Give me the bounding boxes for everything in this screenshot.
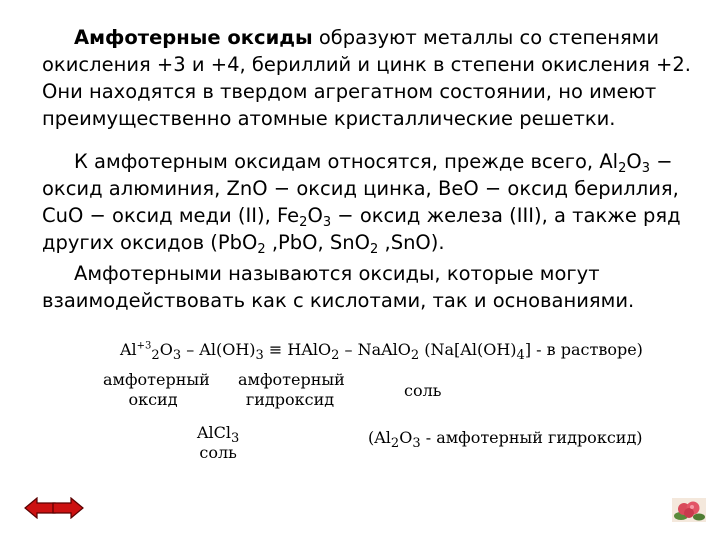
label-amphoteric-hydroxide — [238, 370, 345, 410]
scheme-sub: 4 — [516, 348, 525, 363]
p2-sub: 2 — [370, 242, 379, 257]
p2-sub: 2 — [257, 242, 266, 257]
p2-text: − оксид железа (III), а также ряд других оксидов (PbO — [42, 204, 681, 254]
note-amphoteric-hydroxide — [368, 428, 643, 451]
alcl-salt-label: соль — [199, 443, 237, 462]
p2-sub: 3 — [322, 215, 332, 230]
scheme-al: Al — [120, 340, 137, 359]
p2-o: O — [307, 204, 323, 227]
note-part: (Al — [368, 428, 391, 447]
paragraph-amphoteric-property — [42, 260, 692, 314]
scheme-sub: 2 — [410, 348, 420, 363]
label-oxide-line1: амфотерный — [103, 370, 210, 389]
scheme-part: O — [159, 340, 173, 359]
note-part: O — [399, 428, 413, 447]
flower-icon — [672, 498, 706, 522]
label-oxide-line2: оксид — [128, 390, 178, 409]
p2-text: ,PbO, SnO — [265, 231, 371, 254]
scheme-sub: 3 — [412, 436, 421, 451]
scheme-sub: 3 — [255, 348, 264, 363]
paragraph-amphoteric-examples — [42, 148, 692, 256]
scheme-sub: 2 — [390, 436, 400, 451]
paragraph1-text: образуют металлы со степенями окисления +3 и +4, бериллий и цинк в степени окисления +2. Они находятся в твердом агрегатном состоянии, но имеют преимущественно атомные кристаллические решетки. — [42, 26, 691, 130]
p2-text: − оксид алюминия, ZnO − оксид цинка, BeO − оксид бериллия, CuO − оксид меди (II), Fe — [42, 150, 679, 227]
paragraph-amphoteric-definition — [42, 24, 692, 132]
p2-o: O — [626, 150, 642, 173]
scheme-sub: 2 — [331, 348, 340, 363]
term-amphoteric-oxides: Амфотерные оксиды — [74, 26, 313, 49]
scheme-part: ] - в растворе) — [524, 340, 643, 359]
note-part: - амфотерный гидроксид) — [420, 428, 643, 447]
scheme-part: – NaAlO — [339, 340, 411, 359]
label-hydroxide-line1: амфотерный — [238, 370, 345, 389]
p2-sub: 2 — [299, 215, 308, 230]
p2-text: ,SnO). — [378, 231, 445, 254]
p2-sub: 2 — [618, 161, 627, 176]
scheme-part: ≡ HAlO — [263, 340, 332, 359]
label-hydroxide-line2: гидроксид — [245, 390, 335, 409]
scheme-part: – Al(OH) — [181, 340, 256, 359]
label-salt: соль — [404, 381, 442, 400]
alcl3-block — [197, 423, 239, 463]
scheme-sub: 3 — [172, 348, 182, 363]
alcl-formula: AlCl — [197, 423, 232, 442]
arrow-right-icon[interactable] — [52, 497, 84, 519]
paragraph3-text: Амфотерными называются оксиды, которые могут взаимодействовать как с кислотами, так и основаниями. — [42, 262, 635, 312]
scheme-charge: +3 — [136, 340, 152, 352]
p2-sub: 3 — [641, 161, 650, 176]
scheme-sub: 3 — [231, 431, 240, 446]
label-amphoteric-oxide — [103, 370, 210, 410]
p2-intro: К амфотерным оксидам относятся, прежде всего, Al — [74, 150, 619, 173]
scheme-part: (Na[Al(OH) — [419, 340, 517, 359]
scheme-equation — [120, 340, 643, 363]
scheme-sub: 2 — [151, 348, 160, 363]
